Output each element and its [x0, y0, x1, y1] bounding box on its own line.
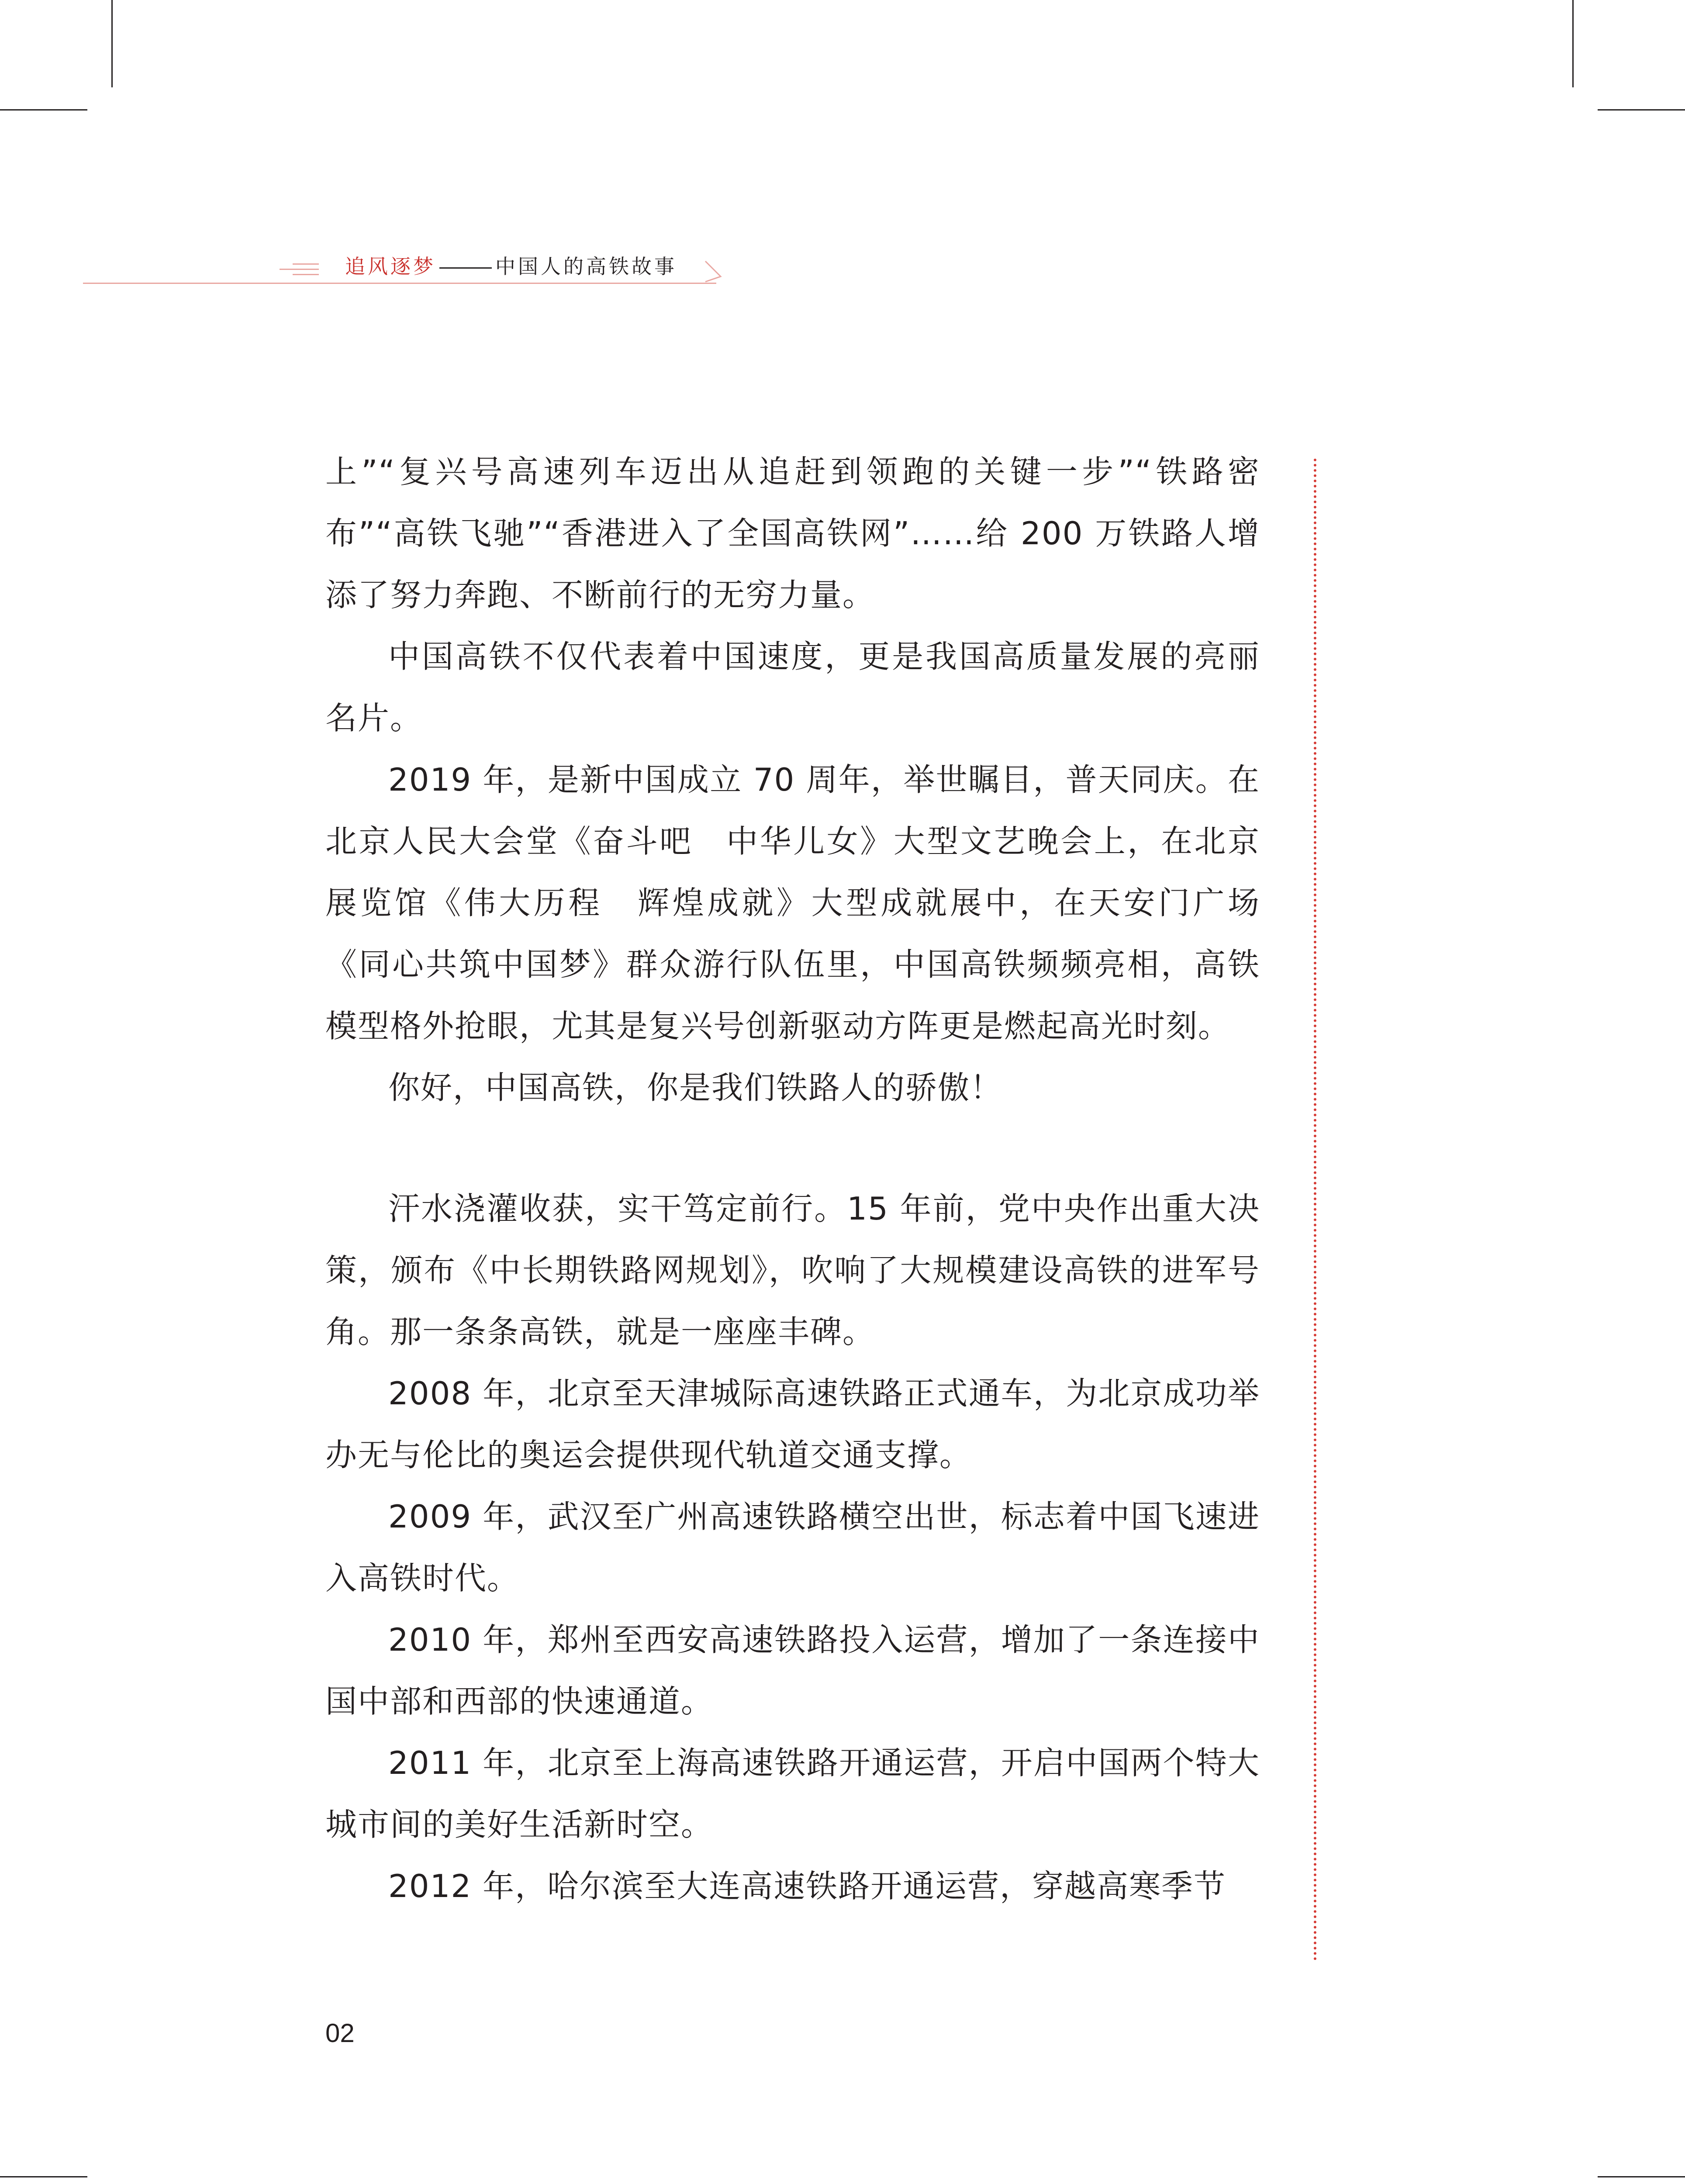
page-number: 02 [325, 2018, 355, 2048]
paragraph: 上”“复兴号高速列车迈出从追赶到领跑的关键一步”“铁路密布”“高铁飞驰”“香港进入了全国高铁网”……给 200 万铁路人增添了努力奔跑、不断前行的无穷力量。 [325, 453, 1260, 613]
header-decoration-lines [280, 261, 319, 278]
paragraph: 汗水浇灌收获，实干笃定前行。15 年前，党中央作出重大决策，颁布《中长期铁路网规划》，吹响了大规模建设高铁的进军号角。那一条条高铁，就是一座座丰碑。 [325, 1190, 1260, 1350]
crop-mark-top-left-horizontal [0, 109, 87, 111]
header-dash [439, 267, 492, 269]
header-subtitle: 中国人的高铁故事 [495, 255, 677, 278]
paragraph: 2010 年，郑州至西安高速铁路投入运营，增加了一条连接中国中部和西部的快速通道。 [325, 1621, 1260, 1720]
running-header [0, 251, 742, 286]
body-text [325, 441, 1260, 1917]
crop-mark-top-right-horizontal [1598, 109, 1685, 111]
header-book-title: 追风逐梦 [345, 255, 436, 278]
section-gap [325, 1119, 1260, 1178]
header-end-chevron-icon [703, 259, 725, 283]
crop-mark-top-left-vertical [111, 0, 113, 87]
paragraph: 2012 年，哈尔滨至大连高速铁路开通运营，穿越高寒季节 [388, 1868, 1226, 1904]
paragraph: 你好，中国高铁，你是我们铁路人的骄傲！ [388, 1069, 1003, 1106]
paragraph: 中国高铁不仅代表着中国速度，更是我国高质量发展的亮丽名片。 [325, 638, 1260, 736]
paragraph: 2009 年，武汉至广州高速铁路横空出世，标志着中国飞速进入高铁时代。 [325, 1498, 1260, 1597]
crop-mark-bottom-right-horizontal [1598, 2176, 1685, 2177]
paragraph: 2019 年，是新中国成立 70 周年，举世瞩目，普天同庆。在北京人民大会堂《奋斗吧 中华儿女》大型文艺晚会上，在北京展览馆《伟大历程 辉煌成就》大型成就展中，在天安门广场《同心共筑中国梦》群众游行队伍里，中国高铁频频亮相，高铁模型格外抢眼，尤其是复兴号创新驱动方阵更是燃起高光时刻。 [325, 761, 1260, 1044]
margin-dotted-line [1314, 459, 1316, 1961]
crop-mark-top-right-vertical [1572, 0, 1574, 87]
header-title [345, 251, 677, 282]
paragraph: 2011 年，北京至上海高速铁路开通运营，开启中国两个特大城市间的美好生活新时空。 [325, 1745, 1260, 1843]
crop-mark-bottom-left-horizontal [0, 2176, 87, 2177]
paragraph: 2008 年，北京至天津城际高速铁路正式通车，为北京成功举办无与伦比的奥运会提供现代轨道交通支撑。 [325, 1375, 1260, 1473]
header-rule [83, 283, 716, 284]
